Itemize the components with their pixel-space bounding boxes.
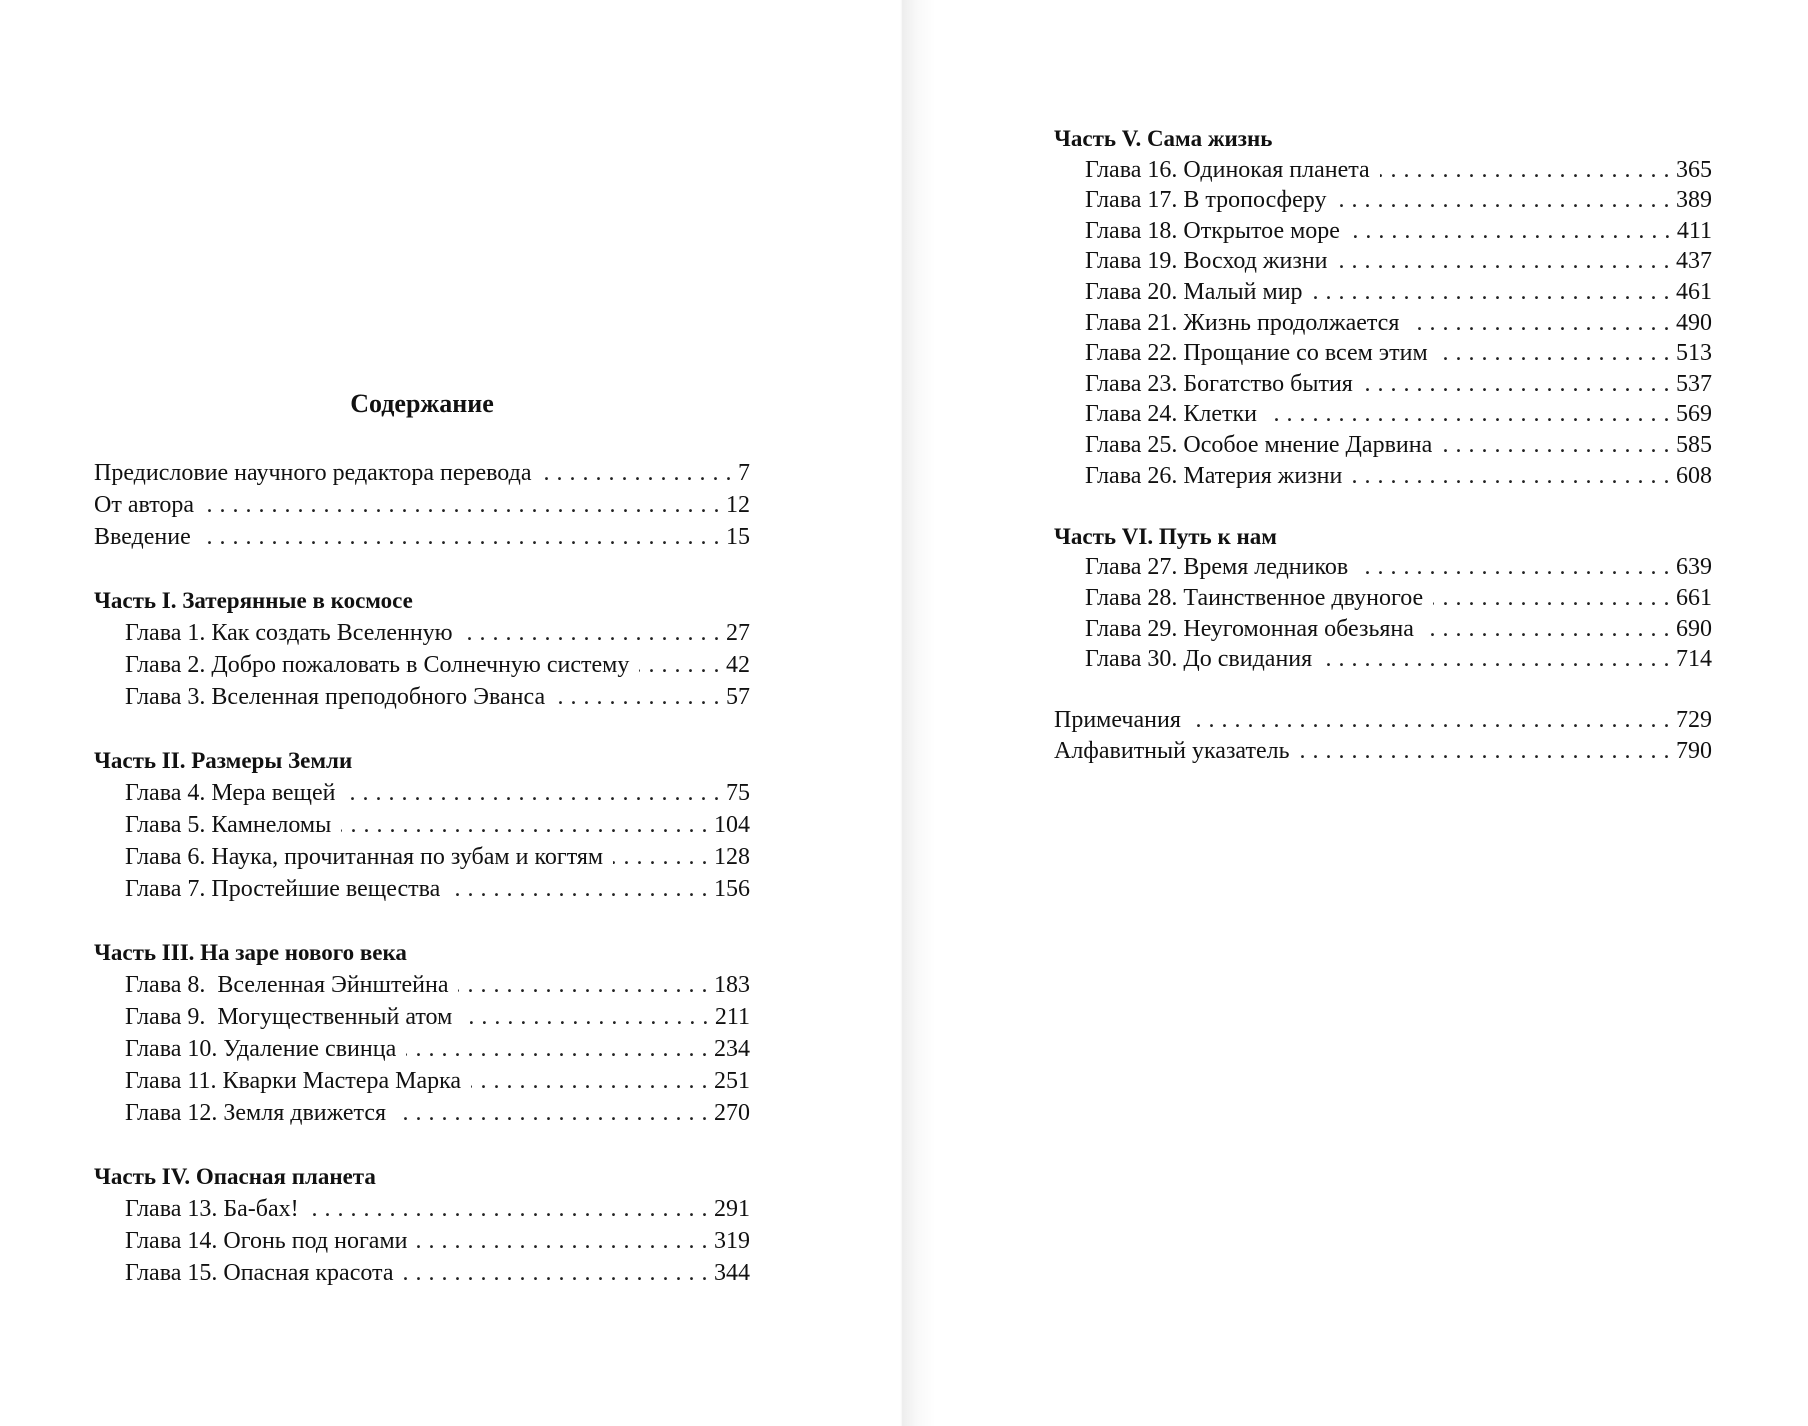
chapter-page: 319 — [714, 1228, 750, 1254]
leader-dots — [1191, 705, 1670, 736]
leader-dots — [555, 681, 720, 713]
part-heading[interactable]: Часть I. Затерянные в космосе — [94, 588, 413, 613]
chapter-page: 183 — [714, 972, 750, 998]
chapter-title: Простейшие вещества — [211, 876, 441, 902]
chapter-entry[interactable] — [94, 1193, 750, 1225]
chapter-page: 461 — [1676, 278, 1712, 305]
chapter-title: Как создать Вселенную — [211, 620, 453, 646]
chapter-page: 42 — [726, 652, 750, 678]
chapter-page: 128 — [714, 844, 750, 870]
chapter-entry[interactable] — [1054, 552, 1712, 583]
chapter-number: Глава 30. — [1085, 646, 1178, 673]
chapter-number: Глава 20. — [1085, 278, 1178, 305]
chapter-page: 389 — [1676, 187, 1712, 214]
chapter-title: В тропосферу — [1183, 187, 1327, 214]
chapter-number: Глава 27. — [1085, 554, 1178, 581]
chapter-page: 344 — [714, 1260, 750, 1286]
chapter-page: 234 — [714, 1036, 750, 1062]
part-heading[interactable]: Часть III. На заре нового века — [94, 940, 407, 965]
chapter-entry[interactable] — [94, 1001, 750, 1033]
toc-entry-label: Введение — [94, 524, 191, 550]
chapter-number: Глава 2. — [125, 652, 206, 678]
chapter-number: Глава 3. — [125, 684, 206, 710]
toc-entry-page: 790 — [1676, 737, 1712, 764]
leader-dots — [1438, 338, 1670, 369]
leader-dots — [341, 809, 708, 841]
chapter-number: Глава 14. — [125, 1228, 218, 1254]
chapter-title: Время ледников — [1183, 554, 1349, 581]
chapter-title: Таинственное двуногое — [1183, 584, 1424, 611]
chapter-number: Глава 4. — [125, 780, 206, 806]
chapter-entry[interactable] — [1054, 399, 1712, 430]
chapter-number: Глава 9. — [125, 1004, 206, 1030]
chapter-page: 569 — [1676, 401, 1712, 428]
chapter-title: Особое мнение Дарвина — [1183, 431, 1433, 458]
chapter-title: Ба-бах! — [223, 1196, 299, 1222]
leader-dots — [1350, 216, 1671, 247]
toc-entry-page: 729 — [1676, 707, 1712, 734]
toc-entry-label: Предисловие научного редактора перевода — [94, 460, 532, 486]
chapter-entry[interactable] — [1054, 185, 1712, 216]
leader-dots — [1424, 614, 1670, 645]
toc-entry-page: 12 — [726, 492, 750, 518]
chapter-title: Могущественный атом — [217, 1004, 453, 1030]
chapter-page: 57 — [726, 684, 750, 710]
chapter-entry[interactable] — [94, 1225, 750, 1257]
leader-dots — [1358, 552, 1670, 583]
chapter-title: Вселенная Эйнштейна — [217, 972, 449, 998]
leader-dots — [463, 617, 720, 649]
chapter-entry[interactable] — [94, 809, 750, 841]
chapter-page: 585 — [1676, 431, 1712, 458]
chapter-entry[interactable] — [1054, 461, 1712, 492]
chapter-entry[interactable] — [1054, 614, 1712, 645]
chapter-number: Глава 1. — [125, 620, 206, 646]
chapter-number: Глава 26. — [1085, 462, 1178, 489]
leader-dots — [639, 649, 720, 681]
chapter-entry[interactable] — [1054, 277, 1712, 308]
chapter-title: Огонь под ногами — [223, 1228, 408, 1254]
chapter-title: До свидания — [1183, 646, 1313, 673]
chapter-page: 639 — [1676, 554, 1712, 581]
toc-entry[interactable] — [94, 457, 750, 489]
chapter-entry[interactable] — [1054, 155, 1712, 186]
chapter-number: Глава 23. — [1085, 370, 1178, 397]
chapter-number: Глава 13. — [125, 1196, 218, 1222]
chapter-entry[interactable] — [1054, 308, 1712, 339]
leader-dots — [417, 1225, 708, 1257]
leader-dots — [201, 521, 720, 553]
chapter-title: Малый мир — [1183, 278, 1303, 305]
chapter-title: Добро пожаловать в Солнечную систему — [211, 652, 630, 678]
chapter-page: 104 — [714, 812, 750, 838]
chapter-number: Глава 10. — [125, 1036, 218, 1062]
leader-dots — [406, 1033, 708, 1065]
toc-entry-page: 7 — [738, 460, 750, 486]
chapter-number: Глава 5. — [125, 812, 206, 838]
toc-entry[interactable] — [94, 489, 750, 521]
chapter-number: Глава 25. — [1085, 431, 1178, 458]
chapter-number: Глава 8. — [125, 972, 206, 998]
part-heading[interactable]: Часть V. Сама жизнь — [1054, 126, 1273, 151]
toc-entry-label: Примечания — [1054, 707, 1181, 734]
chapter-number: Глава 12. — [125, 1100, 218, 1126]
leader-dots — [1363, 369, 1670, 400]
chapter-entry[interactable] — [1054, 369, 1712, 400]
toc-entry[interactable] — [1054, 705, 1712, 736]
chapter-page: 513 — [1676, 340, 1712, 367]
leader-dots — [1300, 736, 1670, 767]
leader-dots — [403, 1257, 708, 1289]
leader-dots — [613, 841, 708, 873]
chapter-entry[interactable] — [94, 681, 750, 713]
chapter-page: 75 — [726, 780, 750, 806]
chapter-title: Жизнь продолжается — [1183, 309, 1400, 336]
chapter-number: Глава 29. — [1085, 615, 1178, 642]
chapter-entry[interactable] — [94, 617, 750, 649]
chapter-entry[interactable] — [94, 841, 750, 873]
chapter-page: 490 — [1676, 309, 1712, 336]
leader-dots — [450, 873, 708, 905]
leader-dots — [1380, 155, 1670, 186]
toc-entry[interactable] — [94, 521, 750, 553]
chapter-page: 291 — [714, 1196, 750, 1222]
leader-dots — [396, 1097, 708, 1129]
chapter-page: 211 — [714, 1004, 750, 1030]
leader-dots — [309, 1193, 708, 1225]
chapter-title: Восход жизни — [1183, 248, 1328, 275]
chapter-entry[interactable] — [94, 1097, 750, 1129]
chapter-title: Вселенная преподобного Эванса — [211, 684, 546, 710]
chapter-page: 365 — [1676, 156, 1712, 183]
chapter-title: Опасная красота — [223, 1260, 394, 1286]
chapter-title: Одинокая планета — [1183, 156, 1370, 183]
chapter-entry[interactable] — [1054, 583, 1712, 614]
chapter-title: Богатство бытия — [1183, 370, 1353, 397]
leader-dots — [346, 777, 720, 809]
leader-dots — [1267, 399, 1670, 430]
leader-dots — [1322, 644, 1670, 675]
leader-dots — [1336, 185, 1670, 216]
chapter-number: Глава 6. — [125, 844, 206, 870]
chapter-title: Земля движется — [223, 1100, 387, 1126]
chapter-page: 714 — [1676, 646, 1712, 673]
chapter-entry[interactable] — [94, 873, 750, 905]
toc-left-list — [94, 457, 750, 1289]
chapter-page: 690 — [1676, 615, 1712, 642]
page-title: Содержание — [350, 389, 494, 418]
left-page — [0, 0, 902, 1426]
leader-dots — [1442, 430, 1670, 461]
chapter-number: Глава 16. — [1085, 156, 1178, 183]
chapter-number: Глава 22. — [1085, 340, 1178, 367]
chapter-number: Глава 24. — [1085, 401, 1178, 428]
chapter-page: 156 — [714, 876, 750, 902]
toc-entry-label: Алфавитный указатель — [1054, 737, 1290, 764]
chapter-title: Наука, прочитанная по зубам и когтям — [211, 844, 604, 870]
leader-dots — [1313, 277, 1670, 308]
chapter-entry[interactable] — [94, 649, 750, 681]
chapter-entry[interactable] — [94, 777, 750, 809]
chapter-title: Неугомонная обезьяна — [1183, 615, 1414, 642]
part-heading[interactable]: Часть IV. Опасная планета — [94, 1164, 376, 1189]
chapter-title: Открытое море — [1183, 217, 1340, 244]
chapter-title: Кварки Мастера Марка — [222, 1068, 462, 1094]
chapter-entry[interactable] — [1054, 338, 1712, 369]
chapter-title: Клетки — [1183, 401, 1258, 428]
chapter-title: Удаление свинца — [223, 1036, 397, 1062]
chapter-title: Камнеломы — [211, 812, 332, 838]
toc-entry[interactable] — [1054, 736, 1712, 767]
chapter-entry[interactable] — [1054, 644, 1712, 675]
chapter-page: 270 — [714, 1100, 750, 1126]
leader-dots — [541, 457, 732, 489]
chapter-title: Прощание со всем этим — [1183, 340, 1428, 367]
chapter-page: 537 — [1676, 370, 1712, 397]
chapter-entry[interactable] — [1054, 430, 1712, 461]
part-heading[interactable]: Часть VI. Путь к нам — [1054, 523, 1277, 549]
chapter-number: Глава 28. — [1085, 584, 1178, 611]
chapter-number: Глава 15. — [125, 1260, 218, 1286]
chapter-page: 251 — [714, 1068, 750, 1094]
chapter-entry[interactable] — [94, 1065, 750, 1097]
chapter-page: 608 — [1676, 462, 1712, 489]
toc-entry-page: 15 — [726, 524, 750, 550]
chapter-entry[interactable] — [94, 1257, 750, 1289]
chapter-title: Мера вещей — [211, 780, 336, 806]
chapter-entry[interactable] — [94, 1033, 750, 1065]
chapter-entry[interactable] — [1054, 216, 1712, 247]
chapter-number: Глава 11. — [125, 1068, 217, 1094]
chapter-entry[interactable] — [94, 969, 750, 1001]
toc-entry-label: От автора — [94, 492, 195, 518]
chapter-number: Глава 18. — [1085, 217, 1178, 244]
chapter-number: Глава 7. — [125, 876, 206, 902]
chapter-number: Глава 17. — [1085, 187, 1178, 214]
leader-dots — [1338, 246, 1670, 277]
chapter-number: Глава 21. — [1085, 309, 1178, 336]
leader-dots — [458, 969, 708, 1001]
chapter-page: 411 — [1676, 217, 1712, 244]
leader-dots — [471, 1065, 708, 1097]
leader-dots — [204, 489, 720, 521]
leader-dots — [1433, 583, 1670, 614]
toc-right-list — [1054, 124, 1712, 766]
chapter-number: Глава 19. — [1085, 248, 1178, 275]
chapter-entry[interactable] — [1054, 246, 1712, 277]
chapter-page: 661 — [1676, 584, 1712, 611]
leader-dots — [1352, 461, 1670, 492]
part-heading[interactable]: Часть II. Размеры Земли — [94, 748, 353, 773]
chapter-page: 27 — [726, 620, 750, 646]
chapter-title: Материя жизни — [1183, 462, 1343, 489]
leader-dots — [462, 1001, 709, 1033]
leader-dots — [1409, 308, 1670, 339]
chapter-page: 437 — [1676, 248, 1712, 275]
